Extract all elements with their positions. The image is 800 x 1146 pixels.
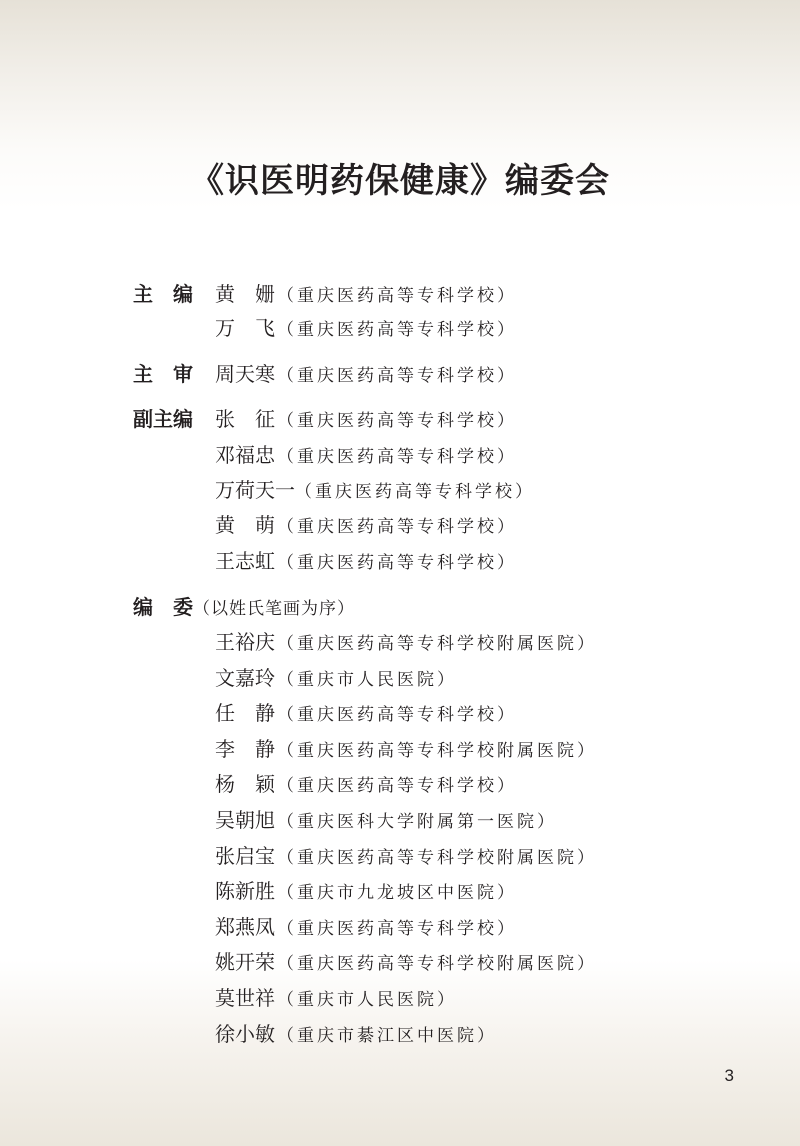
member-affiliation: （重庆医药高等专科学校）	[277, 366, 517, 386]
member-affiliation: （重庆市人民医院）	[277, 990, 457, 1010]
member-name: 文嘉玲	[215, 666, 275, 690]
board-member-row	[0, 663, 800, 697]
member-name: 王志虹	[215, 549, 275, 573]
member-affiliation: （重庆市九龙坡区中医院）	[277, 883, 517, 903]
member-entry	[215, 475, 535, 507]
member-affiliation: （重庆医药高等专科学校）	[277, 286, 517, 306]
member-name: 陈新胜	[215, 879, 275, 903]
member-affiliation: （重庆医药高等专科学校）	[277, 411, 517, 431]
chief-editor-row	[0, 313, 800, 347]
page-title: 《识医明药保健康》编委会	[190, 161, 610, 201]
member-entry	[215, 359, 517, 391]
member-entry	[215, 1019, 497, 1051]
role-label-associate-editor: 副主编	[133, 407, 193, 431]
member-entry	[215, 841, 597, 873]
member-entry	[215, 440, 517, 472]
member-entry	[215, 546, 517, 578]
board-member-row	[0, 627, 800, 661]
member-name: 郑燕凤	[215, 915, 275, 939]
member-affiliation: （重庆医药高等专科学校）	[277, 919, 517, 939]
board-member-row	[0, 805, 800, 839]
member-name: 李 静	[215, 737, 275, 761]
board-member-row	[0, 841, 800, 875]
member-affiliation: （重庆医药高等专科学校附属医院）	[277, 741, 597, 761]
board-member-row	[0, 769, 800, 803]
member-name: 姚开荣	[215, 950, 275, 974]
member-name: 徐小敏	[215, 1022, 275, 1046]
member-entry	[215, 698, 517, 730]
member-name: 万 飞	[215, 316, 275, 340]
member-name: 张启宝	[215, 844, 275, 868]
role-label-editorial-board	[133, 592, 355, 624]
member-name: 黄 姗	[215, 282, 275, 306]
member-affiliation: （重庆医药高等专科学校）	[277, 705, 517, 725]
member-entry	[215, 912, 517, 944]
member-entry	[215, 510, 517, 542]
member-affiliation: （重庆医药高等专科学校）	[277, 517, 517, 537]
member-name: 吴朝旭	[215, 808, 275, 832]
board-member-row	[0, 734, 800, 768]
editorial-board-heading	[0, 592, 800, 626]
page-number: 3	[724, 1066, 734, 1085]
member-affiliation: （重庆医药高等专科学校）	[295, 482, 535, 502]
member-entry	[215, 663, 457, 695]
member-name: 杨 颖	[215, 772, 275, 796]
member-affiliation: （重庆医药高等专科学校）	[277, 447, 517, 467]
member-affiliation: （重庆医药高等专科学校）	[277, 320, 517, 340]
member-affiliation: （重庆医药高等专科学校附属医院）	[277, 848, 597, 868]
member-entry	[215, 983, 457, 1015]
role-label-chief-reviewer: 主 审	[133, 362, 193, 386]
member-affiliation: （重庆医药高等专科学校附属医院）	[277, 954, 597, 974]
role-label-text: 编 委	[133, 595, 193, 619]
member-affiliation: （重庆医药高等专科学校附属医院）	[277, 634, 597, 654]
member-affiliation: （重庆医药高等专科学校）	[277, 553, 517, 573]
board-member-row	[0, 876, 800, 910]
member-name: 周天寒	[215, 362, 275, 386]
member-affiliation: （重庆医药高等专科学校）	[277, 776, 517, 796]
associate-editor-row	[0, 546, 800, 580]
associate-editor-row	[0, 475, 800, 509]
member-name: 邓福忠	[215, 443, 275, 467]
member-name: 张 征	[215, 407, 275, 431]
member-affiliation: （重庆市人民医院）	[277, 670, 457, 690]
board-member-row	[0, 698, 800, 732]
member-entry	[215, 404, 517, 436]
board-member-row	[0, 912, 800, 946]
associate-editor-row	[0, 510, 800, 544]
member-entry	[215, 876, 517, 908]
member-name: 任 静	[215, 701, 275, 725]
member-entry	[215, 313, 517, 345]
associate-editor-row	[0, 404, 800, 438]
chief-editor-row	[0, 279, 800, 313]
member-entry	[215, 734, 597, 766]
board-member-row	[0, 1019, 800, 1053]
member-entry	[215, 769, 517, 801]
member-entry	[215, 279, 517, 311]
member-entry	[215, 805, 557, 837]
member-name: 莫世祥	[215, 986, 275, 1010]
board-member-row	[0, 983, 800, 1017]
member-name: 王裕庆	[215, 630, 275, 654]
associate-editor-row	[0, 440, 800, 474]
member-affiliation: （重庆医科大学附属第一医院）	[277, 812, 557, 832]
role-label-chief-editor: 主 编	[133, 282, 193, 306]
ordering-note: （以姓氏笔画为序）	[193, 599, 355, 619]
member-name: 黄 萌	[215, 513, 275, 537]
member-name: 万荷天一	[215, 478, 295, 502]
chief-reviewer-row	[0, 359, 800, 393]
member-entry	[215, 947, 597, 979]
member-affiliation: （重庆市綦江区中医院）	[277, 1026, 497, 1046]
board-member-row	[0, 947, 800, 981]
member-entry	[215, 627, 597, 659]
